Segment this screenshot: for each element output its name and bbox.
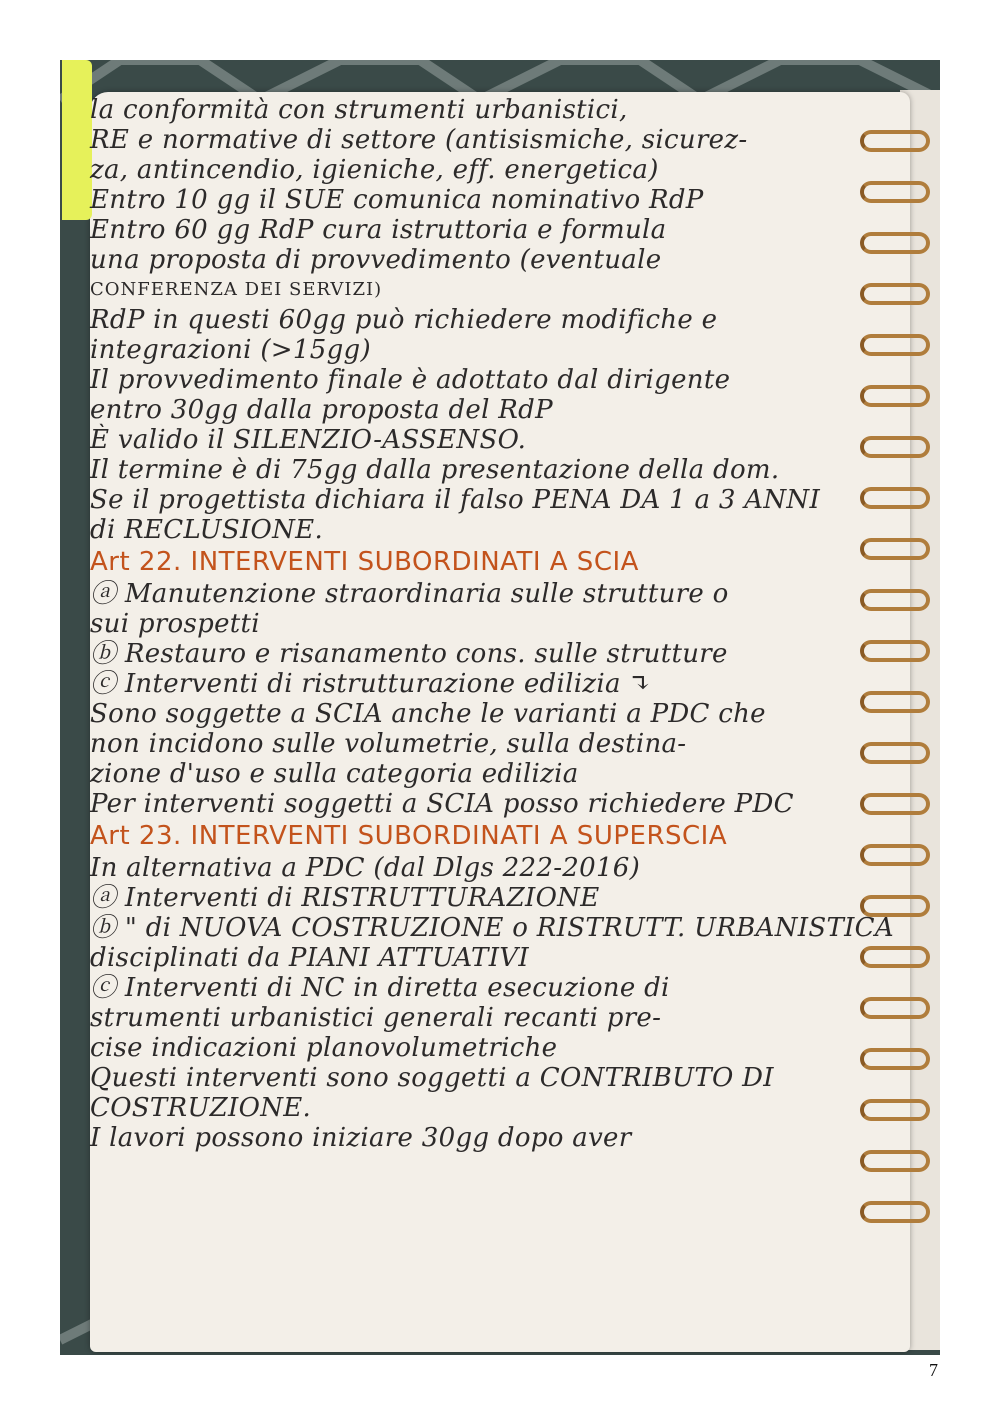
handwritten-notes bbox=[90, 95, 894, 1153]
spiral-coil bbox=[860, 538, 930, 560]
note-line: sui prospetti bbox=[90, 609, 260, 639]
spiral-coil bbox=[860, 589, 930, 611]
spiral-coil bbox=[860, 334, 930, 356]
note-line: zione d'uso e sulla categoria edilizia bbox=[90, 759, 579, 789]
spiral-coil bbox=[860, 742, 930, 764]
note-line: CONFERENZA DEI SERVIZI) bbox=[90, 279, 383, 300]
spiral-coil bbox=[860, 997, 930, 1019]
spiral-coil bbox=[860, 1048, 930, 1070]
spiral-coil bbox=[860, 130, 930, 152]
note-line: RdP in questi 60gg può richiedere modifiche e bbox=[90, 305, 718, 335]
note-line: Entro 10 gg il SUE comunica nominativo RdP bbox=[90, 185, 704, 215]
note-line: I lavori possono iniziare 30gg dopo aver bbox=[90, 1123, 632, 1153]
spiral-coil bbox=[860, 793, 930, 815]
spiral-coil bbox=[860, 283, 930, 305]
note-line: COSTRUZIONE. bbox=[90, 1093, 312, 1123]
spiral-coil bbox=[860, 232, 930, 254]
spiral-coil bbox=[860, 385, 930, 407]
spiral-coil bbox=[860, 181, 930, 203]
note-line: cise indicazioni planovolumetriche bbox=[90, 1033, 558, 1063]
note-line: entro 30gg dalla proposta del RdP bbox=[90, 395, 553, 425]
spiral-coil bbox=[860, 640, 930, 662]
note-line: ⓒ Interventi di ristrutturazione edilizia ↴ bbox=[90, 669, 652, 699]
note-line: strumenti urbanistici generali recanti pre- bbox=[90, 1003, 662, 1033]
note-line: È valido il SILENZIO-ASSENSO. bbox=[90, 425, 527, 455]
note-line: di RECLUSIONE. bbox=[90, 515, 324, 545]
note-line: integrazioni (>15gg) bbox=[90, 335, 371, 365]
section-heading: Art 22. INTERVENTI SUBORDINATI A SCIA bbox=[90, 547, 639, 577]
note-line: Entro 60 gg RdP cura istruttoria e formula bbox=[90, 215, 667, 245]
spiral-coil bbox=[860, 1099, 930, 1121]
note-line: RE e normative di settore (antisismiche, sicurez- bbox=[90, 125, 748, 155]
note-line: ⓒ Interventi di NC in diretta esecuzione di bbox=[90, 973, 670, 1003]
note-line: Per interventi soggetti a SCIA posso richiedere PDC bbox=[90, 789, 794, 819]
note-line: Il provvedimento finale è adottato dal dirigente bbox=[90, 365, 731, 395]
spiral-coil bbox=[860, 844, 930, 866]
note-line: Questi interventi sono soggetti a CONTRIBUTO DI bbox=[90, 1063, 774, 1093]
spiral-coil bbox=[860, 487, 930, 509]
spiral-coil bbox=[860, 1150, 930, 1172]
note-line: ⓐ Manutenzione straordinaria sulle strutture o bbox=[90, 579, 729, 609]
spiral-coil bbox=[860, 946, 930, 968]
note-line: ⓑ Restauro e risanamento cons. sulle strutture bbox=[90, 639, 728, 669]
note-line: Sono soggette a SCIA anche le varianti a PDC che bbox=[90, 699, 766, 729]
note-line: za, antincendio, igieniche, eff. energetica) bbox=[90, 155, 659, 185]
note-line: ⓑ " di NUOVA COSTRUZIONE o RISTRUTT. URBANISTICA bbox=[90, 913, 894, 943]
section-heading: Art 23. INTERVENTI SUBORDINATI A SUPERSCIA bbox=[90, 821, 728, 851]
note-line: ⓐ Interventi di RISTRUTTURAZIONE bbox=[90, 883, 600, 913]
note-line: non incidono sulle volumetrie, sulla destina- bbox=[90, 729, 687, 759]
note-line: disciplinati da PIANI ATTUATIVI bbox=[90, 943, 529, 973]
note-line: Se il progettista dichiara il falso PENA DA 1 a 3 ANNI bbox=[90, 485, 821, 515]
page-number: 7 bbox=[929, 1360, 938, 1380]
note-line: la conformità con strumenti urbanistici, bbox=[90, 95, 628, 125]
spiral-coil bbox=[860, 436, 930, 458]
spiral-coil bbox=[860, 1201, 930, 1223]
spiral-coil bbox=[860, 691, 930, 713]
sticky-note-tab bbox=[62, 60, 92, 220]
note-line: Il termine è di 75gg dalla presentazione della dom. bbox=[90, 455, 780, 485]
note-line: una proposta di provvedimento (eventuale bbox=[90, 245, 662, 275]
spiral-binding bbox=[860, 130, 940, 1270]
note-line: In alternativa a PDC (dal Dlgs 222-2016) bbox=[90, 853, 641, 883]
